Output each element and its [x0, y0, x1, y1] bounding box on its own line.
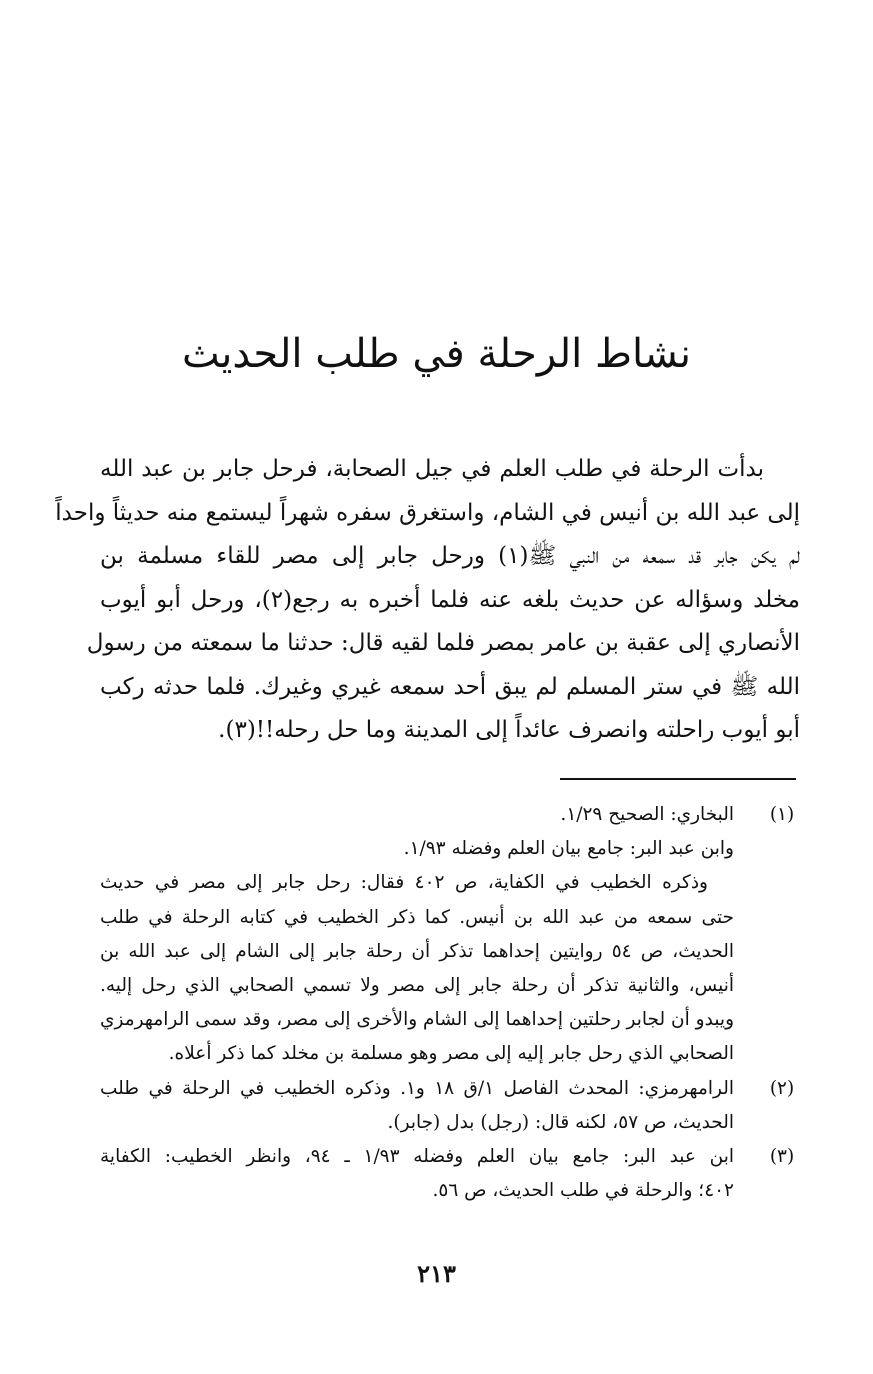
footnote-line: أنيس، والثانية تذكر أن رحلة جابر إلى مصر ولا تسمي الصحابي الذي رحل إليه.	[100, 975, 734, 997]
footnote-3	[100, 1140, 800, 1208]
footnote-separator	[560, 778, 796, 780]
paragraph-line: الله ﷺ في ستر المسلم لم يبق أحد سمعه غيري وغيرك. فلما حدثه ركب	[100, 673, 800, 700]
footnote-line: وذكره الخطيب في الكفاية، ص ٤٠٢ فقال: رحل جابر إلى مصر في حديث	[100, 872, 708, 894]
footnote-line: ابن عبد البر: جامع بيان العلم وفضله ١/٩٣ ـ ٩٤، وانظر الخطيب: الكفاية	[100, 1146, 735, 1168]
footnotes	[100, 798, 800, 1208]
chapter-title: نشاط الرحلة في طلب الحديث	[182, 331, 691, 377]
footnote-line: حتى سمعه من عبد الله بن أنيس. كما ذكر الخطيب في كتابه الرحلة في طلب	[100, 906, 734, 928]
paragraph-line: إلى عبد الله بن أنيس في الشام، واستغرق سفره شهراً ليستمع منه حديثاً واحداً	[55, 499, 800, 526]
paragraph-line: مخلد وسؤاله عن حديث بلغه عنه فلما أخبره به رجع(٢)، ورحل أبو أيوب	[100, 586, 800, 613]
footnote-line: الحديث، ص ٥٤ روايتين إحداهما تذكر أن رحلة جابر إلى الشام إلى عبد الله بن	[100, 940, 735, 962]
paragraph-line: الأنصاري إلى عقبة بن عامر بمصر فلما لقيه قال: حدثنا ما سمعته من رسول	[86, 630, 800, 656]
main-paragraph	[55, 448, 800, 753]
footnote-line: البخاري: الصحيح ١/٢٩.	[560, 804, 734, 825]
footnote-line: الرامهرمزي: المحدث الفاصل ١/ق ١٨ و١. وذكره الخطيب في الرحلة في طلب	[100, 1077, 734, 1099]
footnote-number: (١)	[769, 804, 795, 825]
footnote-line: وابن عبد البر: جامع بيان العلم وفضله ١/٩٣.	[403, 838, 734, 860]
footnote-line: ٤٠٢؛ والرحلة في طلب الحديث، ص ٥٦.	[432, 1180, 734, 1202]
footnote-line: الصحابي الذي رحل جابر إليه إلى مصر وهو مسلمة بن مخلد كما ذكر أعلاه.	[168, 1043, 734, 1065]
paragraph-line: لم يكن جابر قد سمعه من النبي ﷺ(١) ورحل جابر إلى مصر للقاء مسلمة بن	[100, 543, 800, 569]
footnote-line: ويبدو أن لجابر رحلتين إحداهما إلى الشام والأخرى إلى مصر، وقد سمى الرامهرمزي	[100, 1009, 734, 1031]
footnote-2	[100, 1072, 800, 1140]
footnote-number: (٢)	[769, 1077, 795, 1099]
footnote-1	[100, 798, 800, 1072]
page-number: ٢١٣	[417, 1259, 456, 1288]
footnote-number: (٣)	[769, 1146, 795, 1168]
paragraph-line: بدأت الرحلة في طلب العلم في جيل الصحابة، فرحل جابر بن عبد الله	[100, 456, 764, 482]
paragraph-line: أبو أيوب راحلته وانصرف عائداً إلى المدينة وما حل رحله!!(٣).	[218, 717, 800, 743]
footnote-line: الحديث، ص ٥٧، لكنه قال: (رجل) بدل (جابر).	[387, 1111, 734, 1133]
